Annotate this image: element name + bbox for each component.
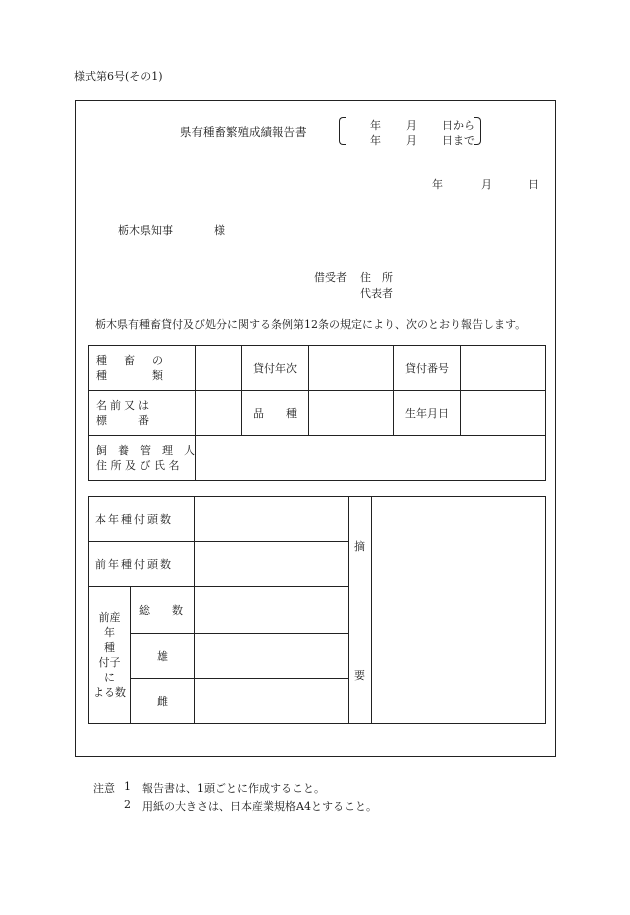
prev-offspring-label: 前産 年 種 付子 に よる数 [89, 587, 131, 724]
date-month: 月 [481, 178, 492, 191]
form-number: 様式第6号(その1) [74, 70, 163, 83]
keeper-label: 飼 養 管 理 人 住 所 及 び 氏 名 [89, 436, 196, 481]
female-value [195, 679, 349, 724]
note-1-number: 1 [124, 780, 131, 793]
period-bracket-right [474, 117, 481, 145]
remarks-value [372, 497, 546, 724]
note-2-text: 用紙の大きさは、日本産業規格A4とすること。 [142, 800, 377, 813]
notes-label: 注意 [93, 782, 115, 795]
male-label: 雄 [131, 634, 195, 679]
birth-date-value [461, 391, 546, 436]
this-year-count-label: 本年種付頭数 [89, 497, 195, 542]
female-label: 雌 [131, 679, 195, 724]
breed-value [309, 391, 394, 436]
prev-year-count-value [195, 542, 349, 587]
prev-year-count-label: 前年種付頭数 [89, 542, 195, 587]
male-value [195, 634, 349, 679]
date-year: 年 [432, 178, 443, 191]
livestock-info-table [88, 345, 546, 481]
period-start-month: 月 [406, 119, 417, 132]
representative-label: 代表者 [360, 287, 393, 300]
honorific: 様 [214, 224, 225, 237]
loan-year-value [309, 346, 394, 391]
remarks-top-char: 摘 [354, 540, 365, 553]
period-end-day: 日まで [442, 134, 475, 147]
breed-label: 品 種 [242, 391, 309, 436]
period-end-year: 年 [370, 134, 381, 147]
period-end-month: 月 [406, 134, 417, 147]
loan-number-value [461, 346, 546, 391]
statement: 栃木県有種畜貸付及び処分に関する条例第12条の規定により、次のとおり報告します。 [95, 318, 527, 331]
livestock-type-label: 種 畜 の 種 類 [89, 346, 196, 391]
birth-date-label: 生年月日 [394, 391, 461, 436]
loan-year-label: 貸付年次 [242, 346, 309, 391]
borrower-label: 借受者 [314, 271, 347, 284]
period-start-day: 日から [442, 119, 475, 132]
remarks-bottom-char: 要 [354, 669, 365, 682]
total-label: 総 数 [131, 587, 195, 634]
form-title: 県有種畜繁殖成績報告書 [180, 125, 307, 139]
note-2-number: 2 [124, 798, 131, 811]
period-start-year: 年 [370, 119, 381, 132]
addressee: 栃木県知事 [118, 224, 173, 237]
total-value [195, 587, 349, 634]
date-day: 日 [528, 178, 539, 191]
note-1-text: 報告書は、1頭ごとに作成すること。 [142, 782, 325, 795]
this-year-count-value [195, 497, 349, 542]
breeding-results-table [88, 496, 546, 724]
name-or-tag-label: 名前又は 標 番 [89, 391, 196, 436]
remarks-label [349, 497, 372, 724]
address-label: 住 所 [360, 271, 393, 284]
livestock-type-value [196, 346, 242, 391]
name-or-tag-value [196, 391, 242, 436]
period-bracket-left [339, 117, 346, 145]
keeper-value [196, 436, 546, 481]
loan-number-label: 貸付番号 [394, 346, 461, 391]
